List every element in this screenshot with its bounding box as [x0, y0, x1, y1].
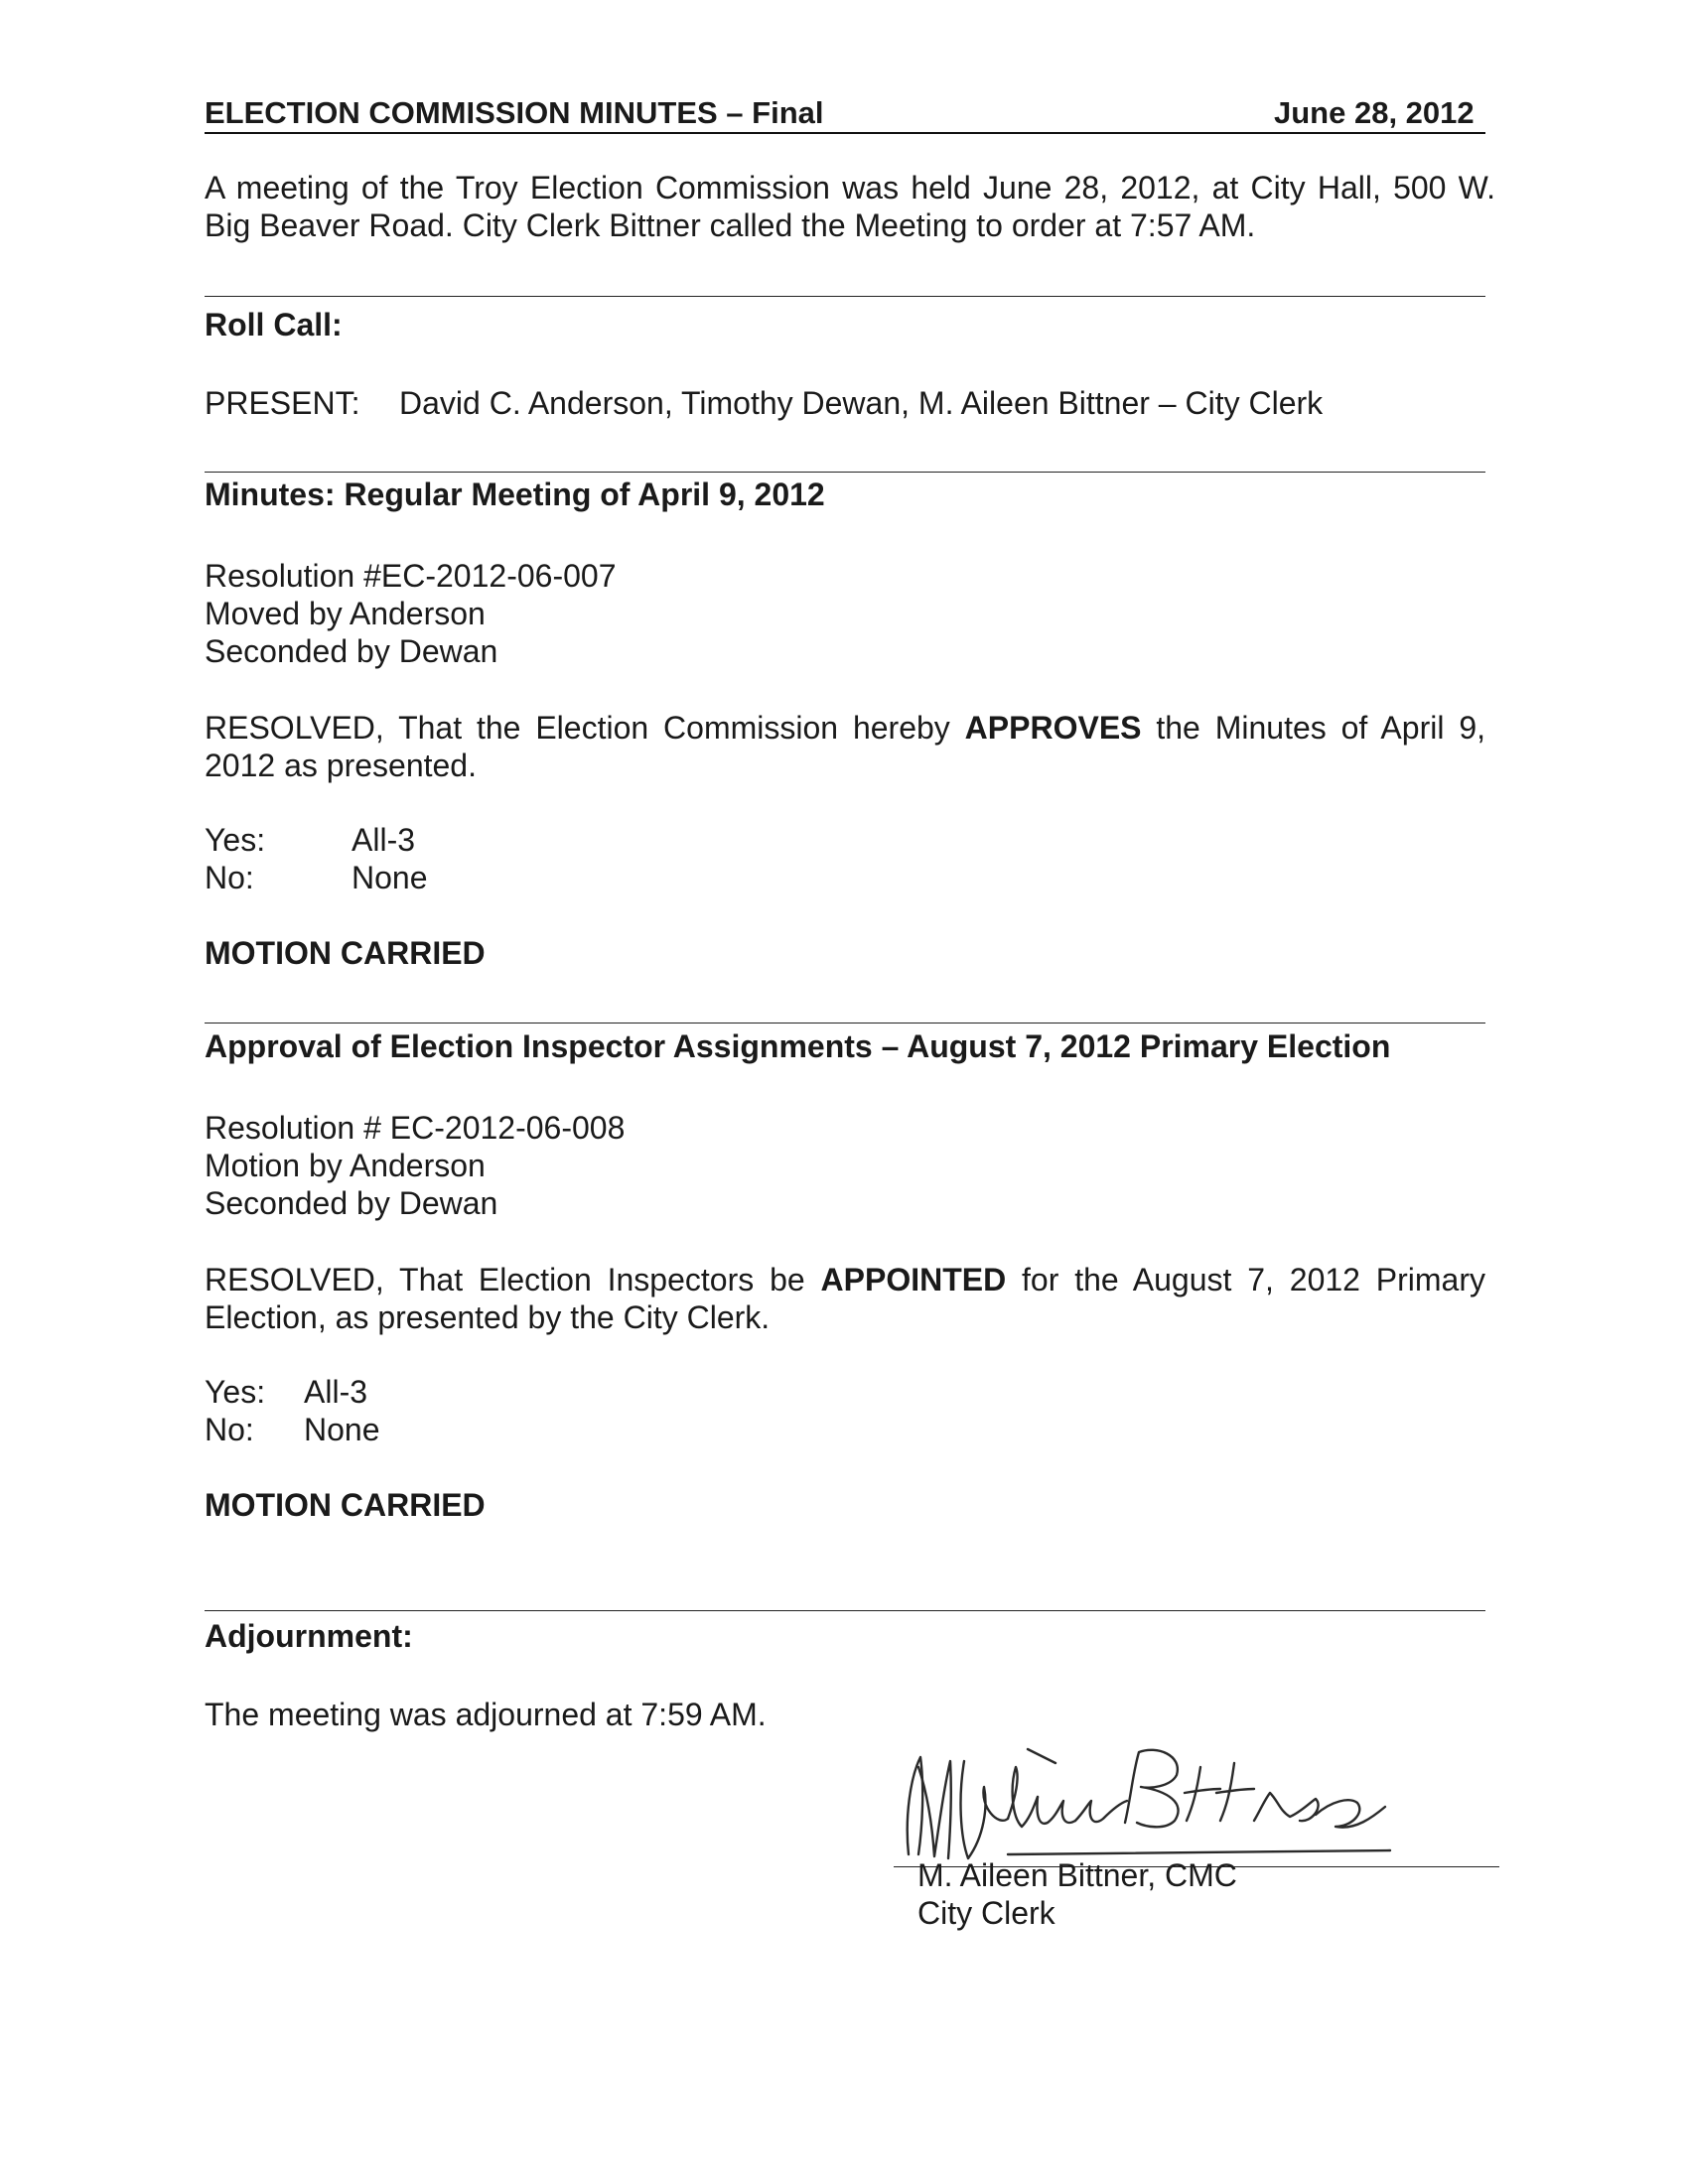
header-rule: [205, 132, 1485, 134]
intro-paragraph: A meeting of the Troy Election Commission was held June 28, 2012, at City Hall, 500 W. Big Beaver Road. City Clerk Bittner called the Meeting to order at 7:57 AM.: [205, 170, 1495, 243]
moved-by: Moved by Anderson: [205, 596, 486, 631]
vote-no-label: No:: [205, 1412, 254, 1447]
resolution-number: Resolution #EC-2012-06-007: [205, 558, 617, 594]
section-divider: [205, 296, 1485, 297]
vote-no-value: None: [352, 860, 428, 895]
resolution-action: APPOINTED: [820, 1262, 1007, 1297]
section-divider: [205, 1023, 1485, 1024]
adjournment-title: Adjournment:: [205, 1618, 413, 1654]
vote-yes-value: All-3: [304, 1374, 368, 1410]
roll-call-title: Roll Call:: [205, 307, 343, 342]
inspector-section-title: Approval of Election Inspector Assignments – August 7, 2012 Primary Election: [205, 1028, 1391, 1064]
motion-result: MOTION CARRIED: [205, 1487, 486, 1523]
adjournment-text: The meeting was adjourned at 7:59 AM.: [205, 1697, 767, 1732]
seconded-by: Seconded by Dewan: [205, 633, 498, 669]
resolution-number: Resolution # EC-2012-06-008: [205, 1110, 626, 1146]
seconded-by: Seconded by Dewan: [205, 1185, 498, 1221]
present-label: PRESENT:: [205, 385, 360, 421]
vote-yes-value: All-3: [352, 822, 416, 858]
resolution-text: RESOLVED, That the Election Commission hereby APPROVES the Minutes of April 9, 2012 as presented.: [205, 710, 1486, 783]
signatory-title: City Clerk: [917, 1895, 1055, 1931]
vote-no-value: None: [304, 1412, 380, 1447]
document-date: June 28, 2012: [1274, 95, 1475, 130]
resolution-text: RESOLVED, That Election Inspectors be APPOINTED for the August 7, 2012 Primary Election, as presented by the City Clerk.: [205, 1262, 1486, 1335]
vote-yes-label: Yes:: [205, 1374, 266, 1410]
vote-no-label: No:: [205, 860, 254, 895]
section-divider: [205, 472, 1485, 473]
present-names: David C. Anderson, Timothy Dewan, M. Aileen Bittner – City Clerk: [399, 385, 1324, 421]
section-divider: [205, 1610, 1485, 1611]
signatory-name: M. Aileen Bittner, CMC: [917, 1857, 1237, 1893]
handwritten-signature: [889, 1727, 1405, 1876]
resolution-action: APPROVES: [964, 710, 1142, 746]
moved-by: Motion by Anderson: [205, 1148, 486, 1183]
vote-yes-label: Yes:: [205, 822, 266, 858]
minutes-section-title: Minutes: Regular Meeting of April 9, 2012: [205, 477, 825, 512]
document-title: ELECTION COMMISSION MINUTES – Final: [205, 95, 824, 130]
motion-result: MOTION CARRIED: [205, 935, 486, 971]
